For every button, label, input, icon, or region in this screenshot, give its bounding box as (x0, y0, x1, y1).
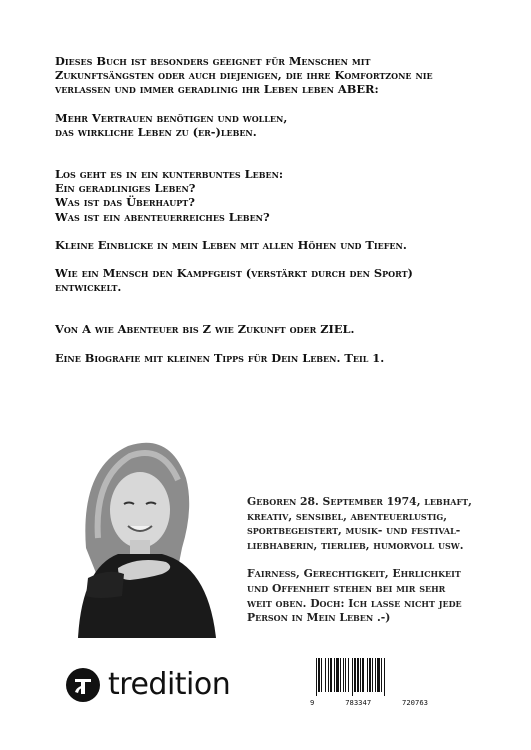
back-cover-blurb (55, 54, 485, 365)
blurb-line: Dieses Buch ist besonders geeignet für Menschen mit (55, 54, 371, 68)
bio-line: sportbegeistert, musik- und festival- (247, 524, 461, 538)
barcode-digits-left: 783347 (345, 698, 372, 707)
blurb-line: Was ist das Überhaupt? (55, 195, 195, 210)
bio-line: Fairness, Gerechtigkeit, Ehrlichkeit (247, 567, 461, 581)
blurb-line: Was ist ein abenteuerreiches Leben? (55, 209, 270, 224)
blurb-line: verlassen und immer geradlinig ihr Leben leben ABER: (55, 82, 379, 97)
publisher-name: tredition (108, 667, 231, 702)
bio-line: liebhaberin, tierlieb, humorvoll usw. (247, 538, 464, 552)
author-photo-illustration (58, 428, 226, 638)
blurb-line: Los geht es in ein kunterbuntes Leben: (55, 167, 284, 182)
bio-line: weit oben. Doch: Ich lasse nicht jede (247, 596, 462, 610)
blurb-line: Ein geradliniges Leben? (55, 181, 196, 196)
author-bio (247, 495, 497, 626)
blurb-line: das wirkliche Leben zu (er-)leben. (55, 124, 257, 139)
bio-line: Geboren 28. September 1974, lebhaft, (247, 495, 472, 508)
publisher-logo (66, 664, 230, 706)
bio-line: und Offenheit stehen bei mir sehr (247, 581, 446, 595)
blurb-line: Zukunftsängsten oder auch diejenigen, die ihre Komfortzone nie (55, 68, 433, 83)
blurb-line: Eine Biografie mit kleinen Tipps für Dein Leben. Teil 1. (55, 350, 385, 365)
author-photo (58, 428, 226, 638)
blurb-line: Wie ein Mensch den Kampfgeist (verstärkt durch den Sport) (55, 266, 413, 281)
blurb-line: entwickelt. (55, 280, 122, 295)
tredition-logo-icon (66, 668, 100, 702)
barcode-bars (310, 658, 428, 698)
barcode-digit-prefix: 9 (310, 698, 315, 707)
blurb-line: Mehr Vertrauen benötigen und wollen, (55, 110, 288, 125)
bio-line: kreativ, sensibel, abenteuerlustig, (247, 509, 447, 523)
blurb-line: Von A wie Abenteuer bis Z wie Zukunft oder ZIEL. (55, 322, 355, 337)
blurb-line: Kleine Einblicke in mein Leben mit allen Höhen und Tiefen. (55, 237, 407, 252)
barcode-digits-right: 720763 (402, 698, 428, 707)
isbn-barcode (310, 658, 428, 710)
bio-line: Person in Mein Leben .-) (247, 611, 391, 625)
